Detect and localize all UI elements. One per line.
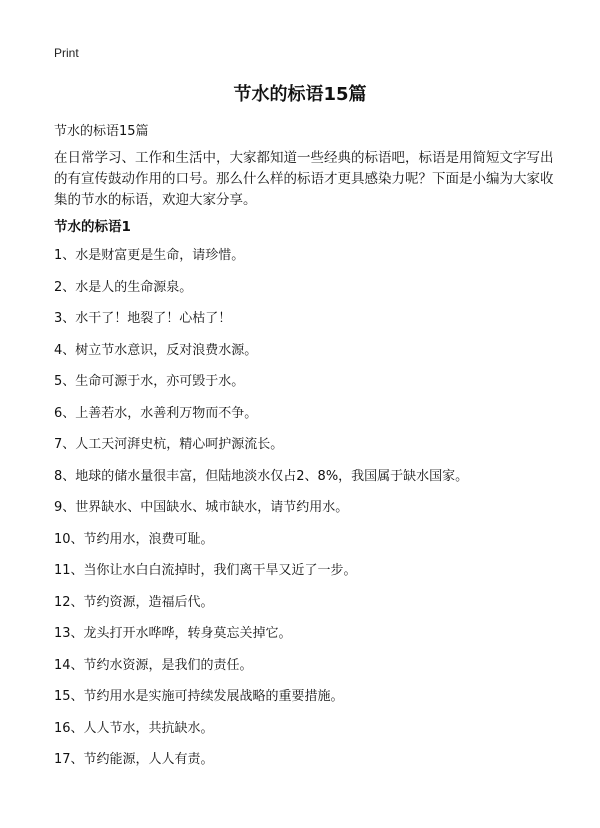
slogan-item: 10、节约用水，浪费可耻。 <box>54 531 214 547</box>
slogan-item: 17、节约能源，人人有责。 <box>54 752 214 767</box>
slogan-item: 1、水是财富更是生命，请珍惜。 <box>54 248 245 263</box>
slogan-item: 15、节约用水是实施可持续发展战略的重要措施。 <box>54 689 344 704</box>
slogan-item: 7、人工天河湃史杭，精心呵护源流长。 <box>54 437 284 452</box>
slogan-item: 11、当你让水白白流掉时，我们离干旱又近了一步。 <box>54 563 357 578</box>
slogan-item: 16、人人节水，共抗缺水。 <box>54 720 214 736</box>
slogan-item: 3、水干了！地裂了！心枯了！ <box>54 311 232 326</box>
slogan-item: 2、水是人的生命源泉。 <box>54 279 193 295</box>
page-title: 节水的标语15篇 <box>233 84 367 105</box>
slogan-item: 13、龙头打开水哗哗，转身莫忘关掉它。 <box>54 626 292 641</box>
slogan-item: 6、上善若水，水善利万物而不争。 <box>54 405 258 421</box>
intro-paragraph: 在日常学习、工作和生活中，大家都知道一些经典的标语吧，标语是用简短文字写出的有宣传鼓动作用的口号。那么什么样的标语才更具感染力呢？下面是小编为大家收集的节水的标语，欢迎大家分享。 <box>54 150 554 208</box>
slogan-item: 8、地球的储水量很丰富，但陆地淡水仅占2、8%，我国属于缺水国家。 <box>54 468 469 484</box>
print-link[interactable]: Print <box>54 46 79 60</box>
slogan-item: 4、树立节水意识，反对浪费水源。 <box>54 342 258 358</box>
subtitle: 节水的标语15篇 <box>54 124 149 139</box>
slogan-item: 9、世界缺水、中国缺水、城市缺水，请节约用水。 <box>54 500 349 515</box>
slogan-item: 14、节约水资源，是我们的责任。 <box>54 657 253 673</box>
section-heading: 节水的标语1 <box>54 219 131 235</box>
slogan-item: 12、节约资源，造福后代。 <box>54 594 214 610</box>
slogan-item: 5、生命可源于水，亦可毁于水。 <box>54 374 245 389</box>
slogan-list <box>54 246 574 782</box>
